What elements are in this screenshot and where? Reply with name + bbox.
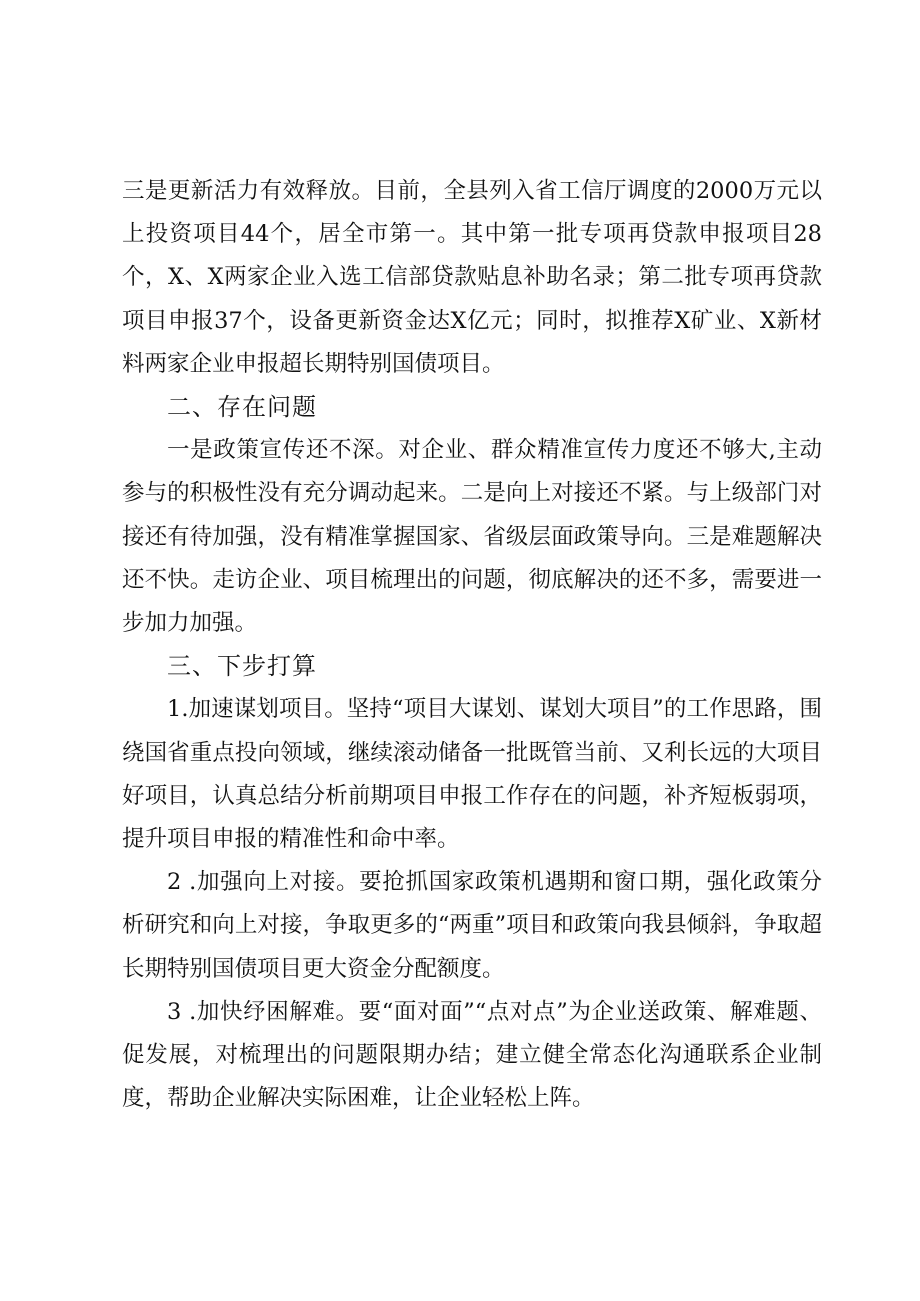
- section-heading-next-steps: 三、下步打算: [167, 652, 317, 681]
- list-item-plan-projects: 1.加速谋划项目。坚持“项目大谋划、谋划大项目”的工作思路，围绕国省重点投向领域，继续滚动储备一批既管当前、又利长远的大项目好项目，认真总结分析前期项目申报工作存在的问题，补齐短板弱项，提升项目申报的精准性和命中率。: [122, 696, 822, 853]
- document-body: [122, 170, 822, 1120]
- list-item-strengthen-docking: 2 .加强向上对接。要抢抓国家政策机遇期和窗口期，强化政策分析研究和向上对接，争取更多的“两重”项目和政策向我县倾斜，争取超长期特别国债项目更大资金分配额度。: [122, 869, 822, 982]
- paragraph-problems: 一是政策宣传还不深。对企业、群众精准宣传力度还不够大,主动参与的积极性没有充分调动起来。二是向上对接还不紧。与上级部门对接还有待加强，没有精准掌握国家、省级层面政策导向。三是难题解决还不快。走访企业、项目梳理出的问题，彻底解决的还不多，需要进一步加力加强。: [122, 437, 822, 637]
- paragraph-update-vitality: 三是更新活力有效释放。目前，全县列入省工信厅调度的2000万元以上投资项目44个，居全市第一。其中第一批专项再贷款申报项目28个，X、X两家企业入选工信部贷款贴息补助名录；第二批专项再贷款项目申报37个，设备更新资金达X亿元；同时，拟推荐X矿业、X新材料两家企业申报超长期特别国债项目。: [122, 178, 822, 377]
- list-item-relieve-difficulties: 3 .加快纾困解难。要“面对面”“点对点”为企业送政策、解难题、促发展，对梳理出的问题限期办结；建立健全常态化沟通联系企业制度，帮助企业解决实际困难，让企业轻松上阵。: [122, 998, 822, 1112]
- section-heading-problems: 二、存在问题: [167, 393, 317, 422]
